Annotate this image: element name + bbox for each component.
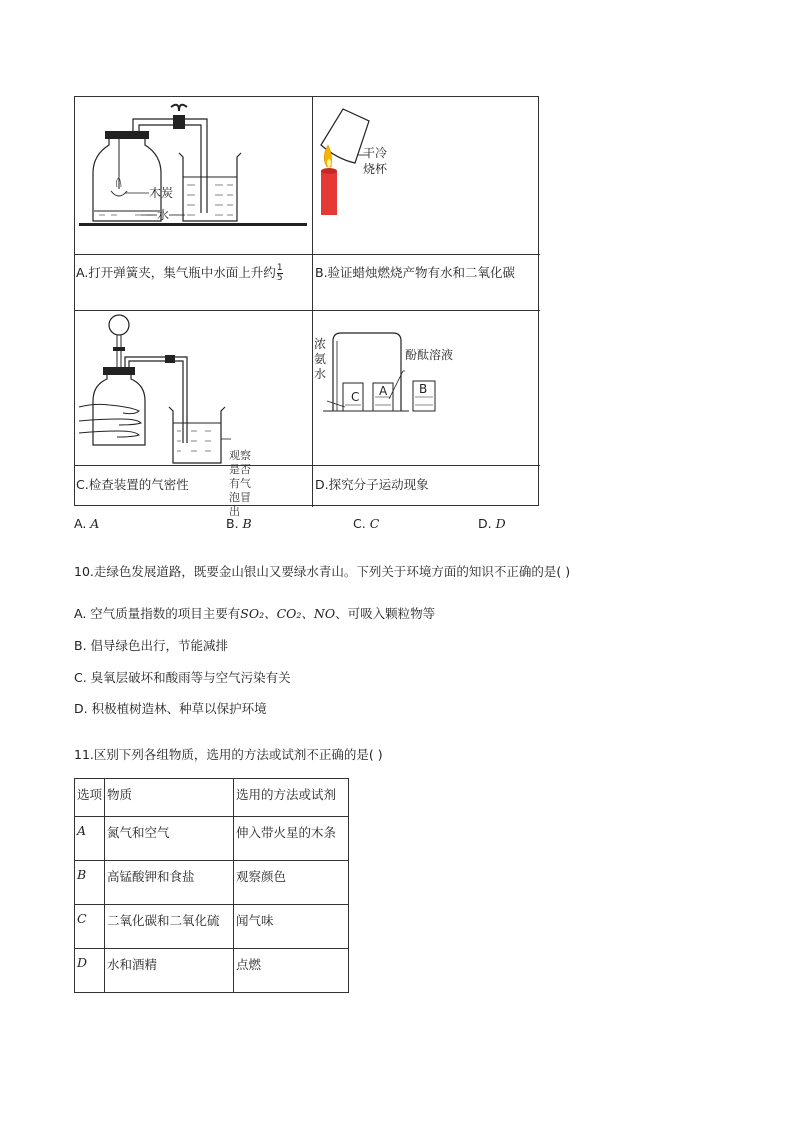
beaker-label-c: C — [351, 390, 360, 404]
row-substance: 高锰酸钾和食盐 — [105, 861, 234, 905]
q10-option-c[interactable]: C. 臭氧层破坏和酸雨等与空气污染有关 — [74, 670, 291, 685]
figure-candle-beaker — [313, 97, 540, 254]
figure-charcoal-combustion — [75, 97, 312, 254]
beaker-label-a: A — [379, 384, 388, 398]
row-substance: 水和酒精 — [105, 949, 234, 993]
caption-c: C.检查装置的气密性 — [76, 477, 189, 492]
label-concentrated-ammonia: 浓 氨 水 — [314, 337, 327, 381]
label-water: 水 — [157, 208, 170, 222]
header-substance: 物质 — [105, 779, 234, 817]
row-option: D — [75, 949, 105, 993]
experiment-table — [74, 96, 539, 518]
row-option: A — [75, 817, 105, 861]
table-divider-h3 — [75, 465, 540, 466]
q9-option-a[interactable]: A. A — [74, 516, 100, 531]
q9-option-d[interactable]: D. D — [478, 516, 506, 531]
fraction-one-fifth: $\frac{1}{5}$ — [276, 263, 283, 283]
row-method: 点燃 — [234, 949, 349, 993]
q10-option-b[interactable]: B. 倡导绿色出行，节能减排 — [74, 638, 229, 653]
label-charcoal: 木炭 — [149, 186, 174, 200]
q11-table — [74, 778, 349, 993]
caption-b: B.验证蜡烛燃烧产物有水和二氧化碳 — [315, 265, 516, 280]
label-dry-cold: 干冷 — [363, 146, 388, 160]
table-row — [75, 949, 349, 993]
table-row — [75, 905, 349, 949]
figure-airtightness-check — [75, 311, 312, 465]
table-header-row — [75, 779, 349, 817]
table-divider-h1 — [75, 254, 540, 255]
row-option: B — [75, 861, 105, 905]
label-phenolphthalein: 酚酞溶液 — [405, 348, 454, 362]
table-row — [75, 861, 349, 905]
header-option: 选项 — [75, 779, 105, 817]
row-substance: 氮气和空气 — [105, 817, 234, 861]
q10-stem: 10.走绿色发展道路，既要金山银山又要绿水青山。下列关于环境方面的知识不正确的是( ) — [74, 564, 571, 579]
q11-stem: 11.区别下列各组物质，选用的方法或试剂不正确的是( ) — [74, 747, 383, 762]
beaker-label-b: B — [419, 382, 428, 396]
q10-option-a[interactable]: A. 空气质量指数的项目主要有SO₂、CO₂、NO、可吸入颗粒物等 — [74, 606, 436, 621]
row-substance: 二氧化碳和二氧化硫 — [105, 905, 234, 949]
row-option: C — [75, 905, 105, 949]
header-method: 选用的方法或试剂 — [234, 779, 349, 817]
label-beaker: 烧杯 — [363, 162, 388, 176]
row-method: 观察颜色 — [234, 861, 349, 905]
caption-d: D.探究分子运动现象 — [315, 477, 429, 492]
caption-a: A.打开弹簧夹，集气瓶中水面上升约 $\frac{1}{5}$ — [76, 263, 283, 283]
label-observe-bubbles: 观察 是否 有气 泡冒 出 — [229, 449, 251, 518]
row-method: 闻气味 — [234, 905, 349, 949]
row-method: 伸入带火星的木条 — [234, 817, 349, 861]
q9-option-b[interactable]: B. B — [226, 516, 252, 531]
table-row — [75, 817, 349, 861]
q10-option-d[interactable]: D. 积极植树造林、种草以保护环境 — [74, 701, 267, 716]
figure-molecular-motion — [313, 311, 540, 465]
q9-option-c[interactable]: C. C — [353, 516, 380, 531]
